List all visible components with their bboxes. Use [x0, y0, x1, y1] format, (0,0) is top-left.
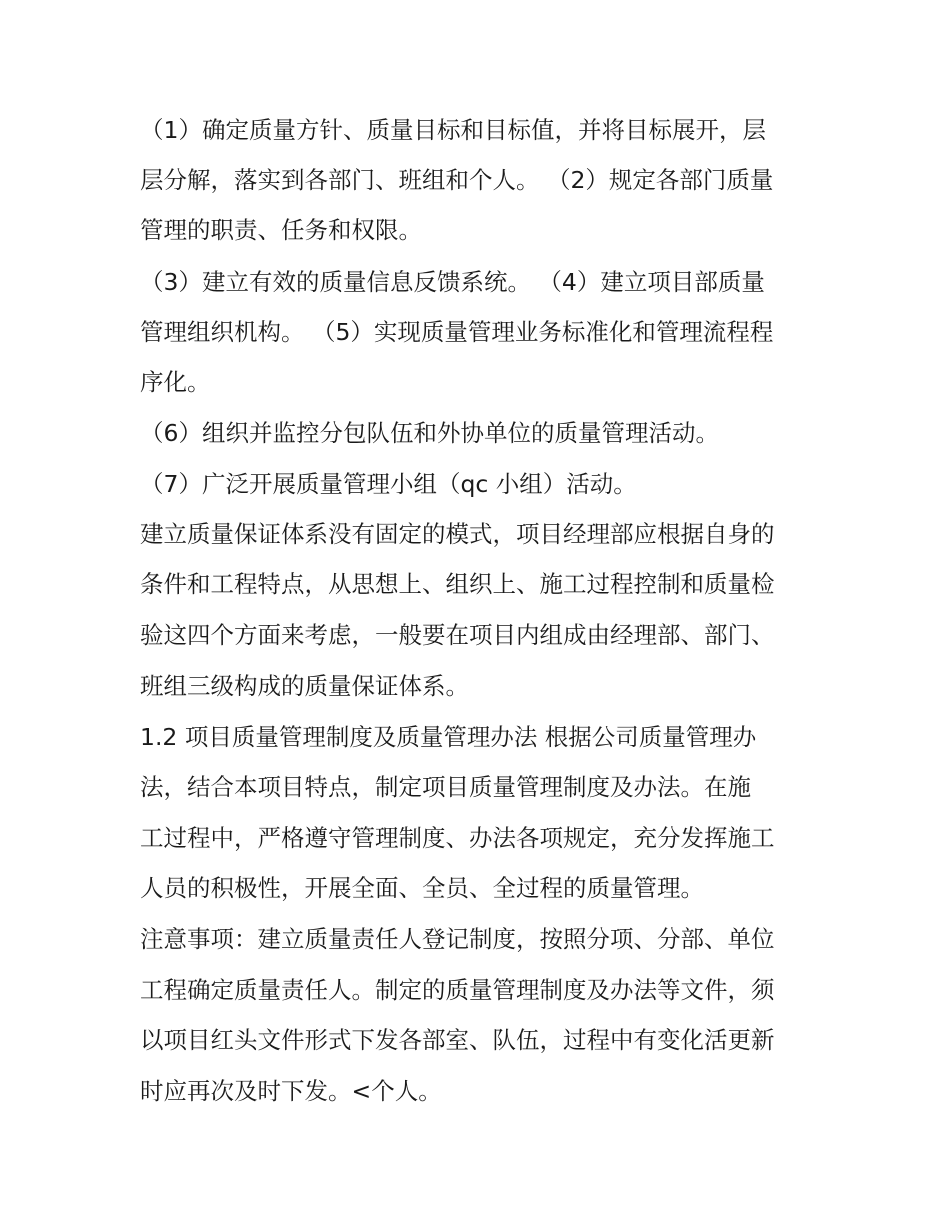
text-line: 人员的积极性，开展全面、全员、全过程的质量管理。 [140, 874, 704, 902]
text-line: 层分解，落实到各部门、班组和个人。 （2）规定各部门质量 [140, 166, 774, 194]
text-line: 法，结合本项目特点，制定项目质量管理制度及办法。在施 [140, 773, 751, 801]
text-line: 序化。 [140, 368, 211, 396]
text-line: 班组三级构成的质量保证体系。 [140, 672, 469, 700]
text-line: 管理的职责、任务和权限。 [140, 216, 422, 244]
text-line: （3）建立有效的质量信息反馈系统。 （4）建立项目部质量 [140, 268, 765, 296]
text-line: 以项目红头文件形式下发各部室、队伍，过程中有变化活更新 [140, 1026, 775, 1054]
section-heading-line: 1.2 项目质量管理制度及质量管理办法 根据公司质量管理办 [140, 723, 757, 751]
text-line: 建立质量保证体系没有固定的模式，项目经理部应根据自身的 [140, 520, 775, 548]
text-line: 工程确定质量责任人。制定的质量管理制度及办法等文件，须 [140, 976, 775, 1004]
text-line: 管理组织机构。 （5）实现质量管理业务标准化和管理流程程 [140, 318, 774, 346]
text-line: 验这四个方面来考虑，一般要在项目内组成由经理部、部门、 [140, 621, 775, 649]
text-line: 工过程中，严格遵守管理制度、办法各项规定，充分发挥施工 [140, 824, 775, 852]
text-line: 注意事项：建立质量责任人登记制度，按照分项、分部、单位 [140, 925, 775, 953]
text-line: （6）组织并监控分包队伍和外协单位的质量管理活动。 [140, 419, 719, 447]
text-line: 条件和工程特点，从思想上、组织上、施工过程控制和质量检 [140, 570, 775, 598]
text-line: （7）广泛开展质量管理小组（qc 小组）活动。 [140, 470, 637, 498]
text-line: 时应再次及时下发。<个人。 [140, 1077, 442, 1105]
text-line: （1）确定质量方针、质量目标和目标值，并将目标展开，层 [140, 116, 766, 144]
